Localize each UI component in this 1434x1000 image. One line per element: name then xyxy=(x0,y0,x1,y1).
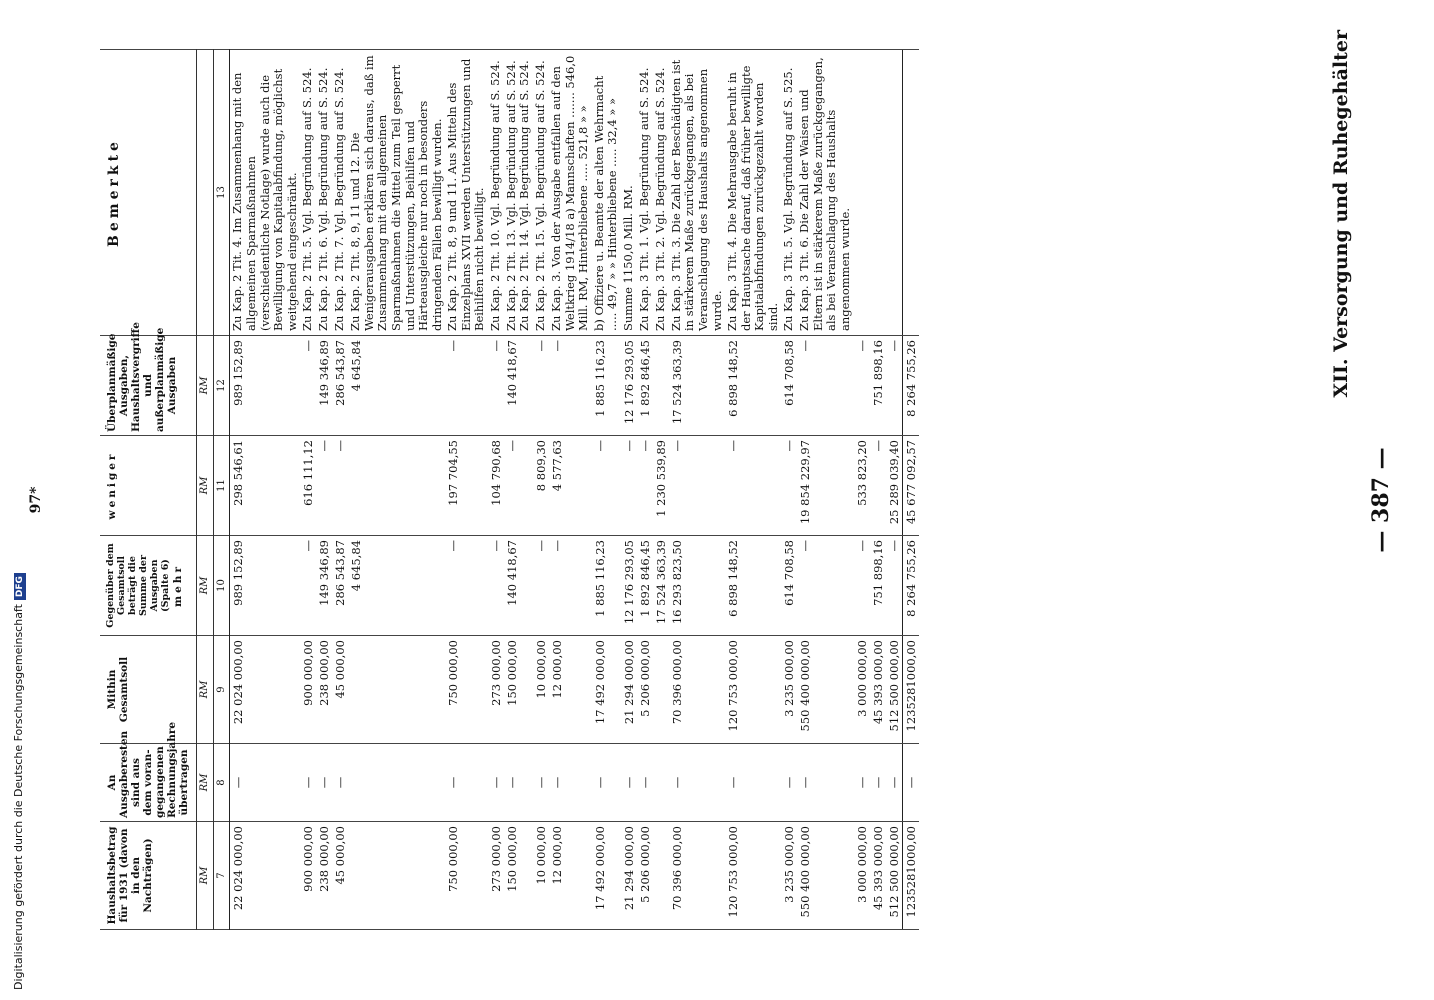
total-c12: 8 264 755,26 xyxy=(902,336,919,436)
colnum-7: 7 xyxy=(213,822,230,930)
cell-c10: 12 176 293,05 xyxy=(621,536,637,636)
cell-c10: — xyxy=(886,536,903,636)
cell-c9: 120 753 000,00 xyxy=(725,636,781,744)
table-row xyxy=(669,50,725,930)
cell-c7: 900 000,00 xyxy=(300,822,316,930)
cell-c8: — xyxy=(669,744,725,822)
cell-c8: — xyxy=(781,744,797,822)
cell-rem: Zu Kap. 3 Tit. 4. Die Mehrausgabe beruht in der Hauptsache darauf, daß früher bewilligte Kapitalabfindungen zurückgezahlt worden sind. xyxy=(725,50,781,336)
cell-c10: 16 293 823,50 xyxy=(669,536,725,636)
total-c8: — xyxy=(902,744,919,822)
page-number: — 387 — xyxy=(1368,447,1394,553)
digitization-note-wrap xyxy=(12,573,26,990)
cell-c7: 120 753 000,00 xyxy=(725,822,781,930)
table-row xyxy=(886,50,903,930)
table-row xyxy=(870,50,886,930)
cell-c11: 4 577,63 xyxy=(549,436,592,536)
cell-c10: 6 898 148,52 xyxy=(725,536,781,636)
section-title: XII. Versorgung und Ruhegehälter xyxy=(1330,30,1352,398)
table-row xyxy=(316,50,332,930)
cell-rem: Zu Kap. 2 Tit. 4. Im Zusammenhang mit den allgemeinen Sparmaßnahmen (verschiedentliche Notlage) wurde auch die Bewilligung von Kapitalabfindung, möglichst weitgehend eingeschränkt. xyxy=(230,50,300,336)
cell-c11: 25 289 039,40 xyxy=(886,436,903,536)
cell-c11: 298 546,61 xyxy=(230,436,300,536)
cell-c10: — xyxy=(445,536,488,636)
table-row xyxy=(797,50,853,930)
cell-c9: 900 000,00 xyxy=(300,636,316,744)
cell-rem xyxy=(886,50,903,336)
cell-c9: 22 024 000,00 xyxy=(230,636,300,744)
cell-c9: 550 400 000,00 xyxy=(797,636,853,744)
table-row xyxy=(549,50,592,930)
cell-rem: b) Offiziere u. Beamte der alten Wehrmacht ..... 49,7 » » Hinterbliebene ..... 32,4 » » xyxy=(592,50,621,336)
cell-rem xyxy=(870,50,886,336)
col-header-7: Haushaltsbetrag für 1931 (davon in den Nachträgen) xyxy=(100,822,197,930)
table-row xyxy=(332,50,348,930)
cell-c9 xyxy=(653,636,669,744)
cell-rem: Zu Kap. 2 Tit. 15. Vgl. Begründung auf S. 524. xyxy=(533,50,549,336)
cell-c11: — xyxy=(621,436,637,536)
total-c10: 8 264 755,26 xyxy=(902,536,919,636)
table-row xyxy=(300,50,316,930)
colnum-8: 8 xyxy=(213,744,230,822)
footer-page-ref: 97* xyxy=(28,486,44,514)
table-row xyxy=(621,50,637,930)
colnum-10: 10 xyxy=(213,536,230,636)
col-header-10 xyxy=(100,536,197,636)
cell-rem: Zu Kap. 3 Tit. 3. Die Zahl der Beschädigten ist in stärkerem Maße zurückgegangen, als bei Veranschlagung des Haushalts angenommen wurde. xyxy=(669,50,725,336)
cell-c7: 150 000,00 xyxy=(504,822,533,930)
cell-c11: 1 230 539,89 xyxy=(653,436,669,536)
cell-c9: 150 000,00 xyxy=(504,636,533,744)
cell-c11: — xyxy=(637,436,653,536)
cell-c11: 19 854 229,97 xyxy=(797,436,853,536)
cell-c9: 273 000,00 xyxy=(488,636,504,744)
cell-c11: — xyxy=(725,436,781,536)
cell-c9: 45 393 000,00 xyxy=(870,636,886,744)
table-row xyxy=(854,50,870,930)
cell-c7: 750 000,00 xyxy=(445,822,488,930)
cell-c11: — xyxy=(504,436,533,536)
table-row xyxy=(781,50,797,930)
table-row xyxy=(533,50,549,930)
table-row xyxy=(637,50,653,930)
cell-c9: 70 396 000,00 xyxy=(669,636,725,744)
cell-c8: — xyxy=(533,744,549,822)
cell-c11: — xyxy=(316,436,332,536)
col-header-13: Bemerkte xyxy=(100,50,197,336)
cell-c12: — xyxy=(549,336,592,436)
colnum-11: 11 xyxy=(213,436,230,536)
cell-rem: Zu Kap. 2 Tit. 10. Vgl. Begründung auf S. 524. xyxy=(488,50,504,336)
cell-c12: 614 708,58 xyxy=(781,336,797,436)
cell-c10: — xyxy=(533,536,549,636)
total-c13 xyxy=(902,50,919,336)
cell-c8: — xyxy=(504,744,533,822)
cell-c10: — xyxy=(549,536,592,636)
col-header-11: weniger xyxy=(100,436,197,536)
cell-c7: 21 294 000,00 xyxy=(621,822,637,930)
cell-c12: 1 892 846,45 xyxy=(637,336,653,436)
cell-c10: 1 885 116,23 xyxy=(592,536,621,636)
cell-c9: 10 000,00 xyxy=(533,636,549,744)
cell-rem: Zu Kap. 2 Tit. 7. Vgl. Begründung auf S. 524. xyxy=(332,50,348,336)
cell-c7: 273 000,00 xyxy=(488,822,504,930)
total-c7: 1235281000,00 xyxy=(902,822,919,930)
cell-c8: — xyxy=(797,744,853,822)
cell-c10: 1 892 846,45 xyxy=(637,536,653,636)
colnum-13: 13 xyxy=(213,50,230,336)
digitization-note: Digitalisierung gefördert durch die Deutsche Forschungsgemeinschaft xyxy=(12,604,25,990)
cell-c8: — xyxy=(549,744,592,822)
cell-c10: — xyxy=(797,536,853,636)
cell-c12: 4 645,84 xyxy=(348,336,445,436)
table-row xyxy=(725,50,781,930)
cell-c12: 149 346,89 xyxy=(316,336,332,436)
cell-c11: — xyxy=(781,436,797,536)
cell-c7: 45 393 000,00 xyxy=(870,822,886,930)
cell-c12: — xyxy=(797,336,853,436)
cell-c8 xyxy=(348,744,445,822)
cell-c11 xyxy=(348,436,445,536)
cell-c11: 616 111,12 xyxy=(300,436,316,536)
cell-c8: — xyxy=(886,744,903,822)
cell-c7 xyxy=(348,822,445,930)
cell-c8: — xyxy=(621,744,637,822)
col-header-10-label: mehr xyxy=(171,564,184,607)
unit-7: RM xyxy=(197,822,214,930)
cell-c10: 286 543,87 xyxy=(332,536,348,636)
table-row xyxy=(445,50,488,930)
total-c11: 45 677 092,57 xyxy=(902,436,919,536)
cell-c9: 512 500 000,00 xyxy=(886,636,903,744)
cell-c10: — xyxy=(854,536,870,636)
colnum-12: 12 xyxy=(213,336,230,436)
cell-rem: Zu Kap. 3. Von der Ausgabe entfallen auf den Weltkrieg 1914/18 a) Mannschaften ....... 546,0 Mill. RM, Hinterbliebene ..... 521,8 » » xyxy=(549,50,592,336)
cell-c8: — xyxy=(488,744,504,822)
col-header-8: An Ausgaberesten sind aus dem vorangegangenen Rechnungsjahre übertragen xyxy=(100,744,197,822)
cell-c12: 286 543,87 xyxy=(332,336,348,436)
cell-c8: — xyxy=(592,744,621,822)
cell-c12: 989 152,89 xyxy=(230,336,300,436)
cell-c10: 989 152,89 xyxy=(230,536,300,636)
cell-rem xyxy=(854,50,870,336)
cell-c8: — xyxy=(332,744,348,822)
cell-c12: — xyxy=(488,336,504,436)
cell-c11: 104 790,68 xyxy=(488,436,504,536)
col-header-9: Mithin Gesamtsoll xyxy=(100,636,197,744)
total-row xyxy=(902,50,919,930)
cell-c7 xyxy=(653,822,669,930)
cell-c8 xyxy=(653,744,669,822)
unit-10: RM xyxy=(197,536,214,636)
unit-11: RM xyxy=(197,436,214,536)
cell-c10: — xyxy=(300,536,316,636)
table-row xyxy=(653,50,669,930)
table-row xyxy=(592,50,621,930)
table-row xyxy=(504,50,533,930)
cell-c12: 1 885 116,23 xyxy=(592,336,621,436)
cell-c11: 8 809,30 xyxy=(533,436,549,536)
cell-rem: Zu Kap. 2 Tit. 5. Vgl. Begründung auf S. 524. xyxy=(300,50,316,336)
unit-12: RM xyxy=(197,336,214,436)
col-header-10-11: Gegenüber dem Gesamtsoll beträgt die Summe der Ausgaben (Spalte 6) xyxy=(105,543,171,628)
cell-c9: 5 206 000,00 xyxy=(637,636,653,744)
cell-c7: 3 000 000,00 xyxy=(854,822,870,930)
cell-c12: 17 524 363,39 xyxy=(669,336,725,436)
table-row xyxy=(230,50,300,930)
cell-rem: Zu Kap. 3 Tit. 2. Vgl. Begründung auf S. 524. xyxy=(653,50,669,336)
cell-c9: 17 492 000,00 xyxy=(592,636,621,744)
cell-rem: Zu Kap. 2 Tit. 13. Vgl. Begründung auf S. 524. Zu Kap. 2 Tit. 14. Vgl. Begründung auf S. 524. xyxy=(504,50,533,336)
cell-c7: 550 400 000,00 xyxy=(797,822,853,930)
column-number-row xyxy=(213,50,230,930)
cell-c11: 197 704,55 xyxy=(445,436,488,536)
cell-c7: 12 000,00 xyxy=(549,822,592,930)
cell-c9: 45 000,00 xyxy=(332,636,348,744)
cell-c10: 614 708,58 xyxy=(781,536,797,636)
table-row xyxy=(488,50,504,930)
col-header-12: Überplanmäßige Ausgaben, Haushaltsvergriffe und außerplanmäßige Ausgaben xyxy=(100,336,197,436)
cell-c12: — xyxy=(300,336,316,436)
cell-c11: 533 823,20 xyxy=(854,436,870,536)
cell-rem: Zu Kap. 3 Tit. 5. Vgl. Begründung auf S. 525. xyxy=(781,50,797,336)
cell-c9: 21 294 000,00 xyxy=(621,636,637,744)
cell-c12: 12 176 293,05 xyxy=(621,336,637,436)
cell-c10: 149 346,89 xyxy=(316,536,332,636)
cell-c9: 3 235 000,00 xyxy=(781,636,797,744)
cell-c8: — xyxy=(725,744,781,822)
unit-9: RM xyxy=(197,636,214,744)
cell-rem: Zu Kap. 2 Tit. 8, 9 und 11. Aus Mitteln des Einzelplans XVII werden Unterstützungen und Beihilfen nicht bewilligt. xyxy=(445,50,488,336)
cell-rem: Summe 1150,0 Mill. RM. xyxy=(621,50,637,336)
cell-c7: 5 206 000,00 xyxy=(637,822,653,930)
total-c9: 1235281000,00 xyxy=(902,636,919,744)
cell-c7: 3 235 000,00 xyxy=(781,822,797,930)
cell-c12: 6 898 148,52 xyxy=(725,336,781,436)
cell-c12: — xyxy=(854,336,870,436)
cell-c11: — xyxy=(592,436,621,536)
colnum-9: 9 xyxy=(213,636,230,744)
cell-rem: Zu Kap. 2 Tit. 6. Vgl. Begründung auf S. 524. xyxy=(316,50,332,336)
cell-c12: — xyxy=(533,336,549,436)
cell-c7: 10 000,00 xyxy=(533,822,549,930)
cell-c7: 238 000,00 xyxy=(316,822,332,930)
cell-c8: — xyxy=(445,744,488,822)
cell-c7: 512 500 000,00 xyxy=(886,822,903,930)
cell-c11: — xyxy=(669,436,725,536)
cell-c8: — xyxy=(316,744,332,822)
cell-c7: 70 396 000,00 xyxy=(669,822,725,930)
cell-c8: — xyxy=(854,744,870,822)
cell-c10: 751 898,16 xyxy=(870,536,886,636)
cell-c10: 17 524 363,39 xyxy=(653,536,669,636)
cell-c7: 22 024 000,00 xyxy=(230,822,300,930)
cell-c7: 17 492 000,00 xyxy=(592,822,621,930)
cell-c9: 750 000,00 xyxy=(445,636,488,744)
cell-c9: 238 000,00 xyxy=(316,636,332,744)
cell-rem: Zu Kap. 3 Tit. 1. Vgl. Begründung auf S. 524. xyxy=(637,50,653,336)
cell-c7: 45 000,00 xyxy=(332,822,348,930)
cell-c9: 12 000,00 xyxy=(549,636,592,744)
cell-c10: 4 645,84 xyxy=(348,536,445,636)
cell-c11: — xyxy=(332,436,348,536)
cell-c12: 140 418,67 xyxy=(504,336,533,436)
cell-c9: 3 000 000,00 xyxy=(854,636,870,744)
cell-rem: Zu Kap. 2 Tit. 8, 9, 11 und 12. Die Wenigerausgaben erklären sich daraus, daß im Zusammenhang mit den allgemeinen Sparmaßnahmen die Mittel zum Teil gesperrt und Unterstützungen, Beihilfen und Härteausgleiche nur noch in besonders dringenden Fällen bewilligt wurden. xyxy=(348,50,445,336)
header-row xyxy=(100,50,197,930)
cell-c9 xyxy=(348,636,445,744)
cell-c8: — xyxy=(637,744,653,822)
cell-c10: — xyxy=(488,536,504,636)
budget-table xyxy=(100,49,919,930)
cell-c12: — xyxy=(445,336,488,436)
cell-c12 xyxy=(653,336,669,436)
unit-8: RM xyxy=(197,744,214,822)
dfg-logo: DFG xyxy=(14,573,26,600)
cell-c8: — xyxy=(230,744,300,822)
cell-c8: — xyxy=(300,744,316,822)
unit-row xyxy=(197,50,214,930)
table-row xyxy=(348,50,445,930)
cell-rem: Zu Kap. 3 Tit. 6. Die Zahl der Waisen und Eltern ist in stärkerem Maße zurückgegangen, als bei Veranschlagung des Haushalts angenommen wurde. xyxy=(797,50,853,336)
unit-13 xyxy=(197,50,214,336)
cell-c10: 140 418,67 xyxy=(504,536,533,636)
cell-c12: — xyxy=(886,336,903,436)
cell-c12: 751 898,16 xyxy=(870,336,886,436)
cell-c11: — xyxy=(870,436,886,536)
cell-c8: — xyxy=(870,744,886,822)
